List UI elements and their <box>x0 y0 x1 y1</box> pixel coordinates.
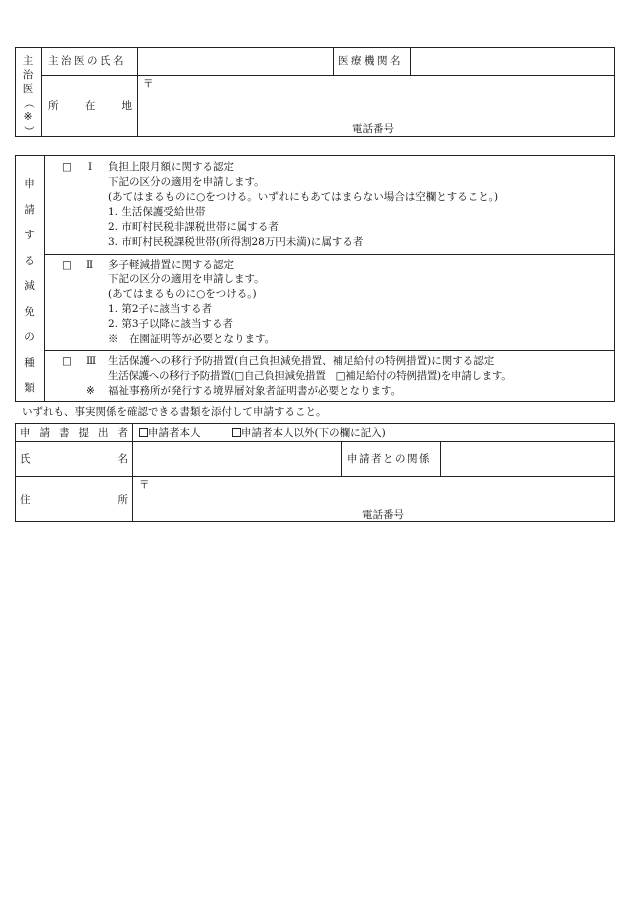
submitter-self-checkbox[interactable] <box>139 428 148 437</box>
submitter-label: 申 請 書 提 出 者 <box>20 427 128 439</box>
doctor-phone-label: 電話番号 <box>352 123 394 135</box>
item-3-numeral: Ⅲ <box>86 355 97 367</box>
relation-label: 申請者との関係 <box>347 453 431 465</box>
submitter-other-checkbox[interactable] <box>232 428 241 437</box>
institution-field[interactable] <box>414 49 612 73</box>
doctor-address-label: 所 在 地 <box>48 100 132 112</box>
item-3-note-mark: ※ <box>86 385 95 397</box>
item-1-title: 負担上限月額に関する認定 <box>108 161 234 173</box>
reduction-side-label: 申 請 す る 減 免 の 種 類 <box>24 178 35 394</box>
item-2-line: 下記の区分の適用を申請します。 <box>108 273 265 285</box>
item-3-note: 福祉事務所が発行する境界層対象者証明書が必要となります。 <box>108 385 402 397</box>
doctor-postal-mark: 〒 <box>143 78 154 90</box>
institution-label: 医療機関名 <box>338 55 403 67</box>
item-2-option[interactable]: 1. 第2子に該当する者 <box>108 303 213 315</box>
applicant-name-label: 氏 名 <box>20 453 128 465</box>
item-1-line: 下記の区分の適用を申請します。 <box>108 176 265 188</box>
item-3-line: 生活保護への移行予防措置(□自己負担減免措置 □補足給付の特例措置)を申請します。 <box>108 370 512 382</box>
item-1-option[interactable]: 1. 生活保護受給世帯 <box>108 206 206 218</box>
doctor-name-field[interactable] <box>141 49 329 73</box>
doctor-side-label: 主 治 医 （ ※ ） <box>22 55 34 137</box>
item-2-option[interactable]: 2. 第3子以降に該当する者 <box>108 318 234 330</box>
item-3-title: 生活保護への移行予防措置(自己負担減免措置、補足給付の特例措置)に関する認定 <box>108 355 495 367</box>
item-1-numeral: Ⅰ <box>88 161 93 173</box>
item-2-numeral: Ⅱ <box>86 259 94 271</box>
item-1-option[interactable]: 2. 市町村民税非課税世帯に属する者 <box>108 221 279 233</box>
item-3-checkbox[interactable]: □ <box>62 355 72 367</box>
applicant-address-label: 住 所 <box>20 494 128 506</box>
applicant-postal-mark: 〒 <box>139 479 150 491</box>
item-2-line: (あてはまるものに○をつける。) <box>108 288 257 300</box>
applicant-phone-label: 電話番号 <box>362 509 404 521</box>
item-1-option[interactable]: 3. 市町村民税課税世帯(所得割28万円未満)に属する者 <box>108 236 364 248</box>
item-2-title: 多子軽減措置に関する認定 <box>108 259 234 271</box>
submitter-other-option[interactable]: 申請者本人以外(下の欄に記入) <box>232 427 386 439</box>
doctor-name-label: 主治医の氏名 <box>48 55 126 67</box>
attachment-note: いずれも、事実関係を確認できる書類を添付して申請すること。 <box>22 406 327 418</box>
item-1-line: (あてはまるものに○をつける。いずれにもあてはまらない場合は空欄とすること。) <box>108 191 499 203</box>
item-2-note: ※ 在園証明等が必要となります。 <box>108 333 276 345</box>
submitter-self-option[interactable]: 申請者本人 <box>139 427 201 439</box>
item-2-checkbox[interactable]: □ <box>62 259 72 271</box>
relation-field[interactable] <box>444 443 612 474</box>
item-1-checkbox[interactable]: □ <box>62 161 72 173</box>
